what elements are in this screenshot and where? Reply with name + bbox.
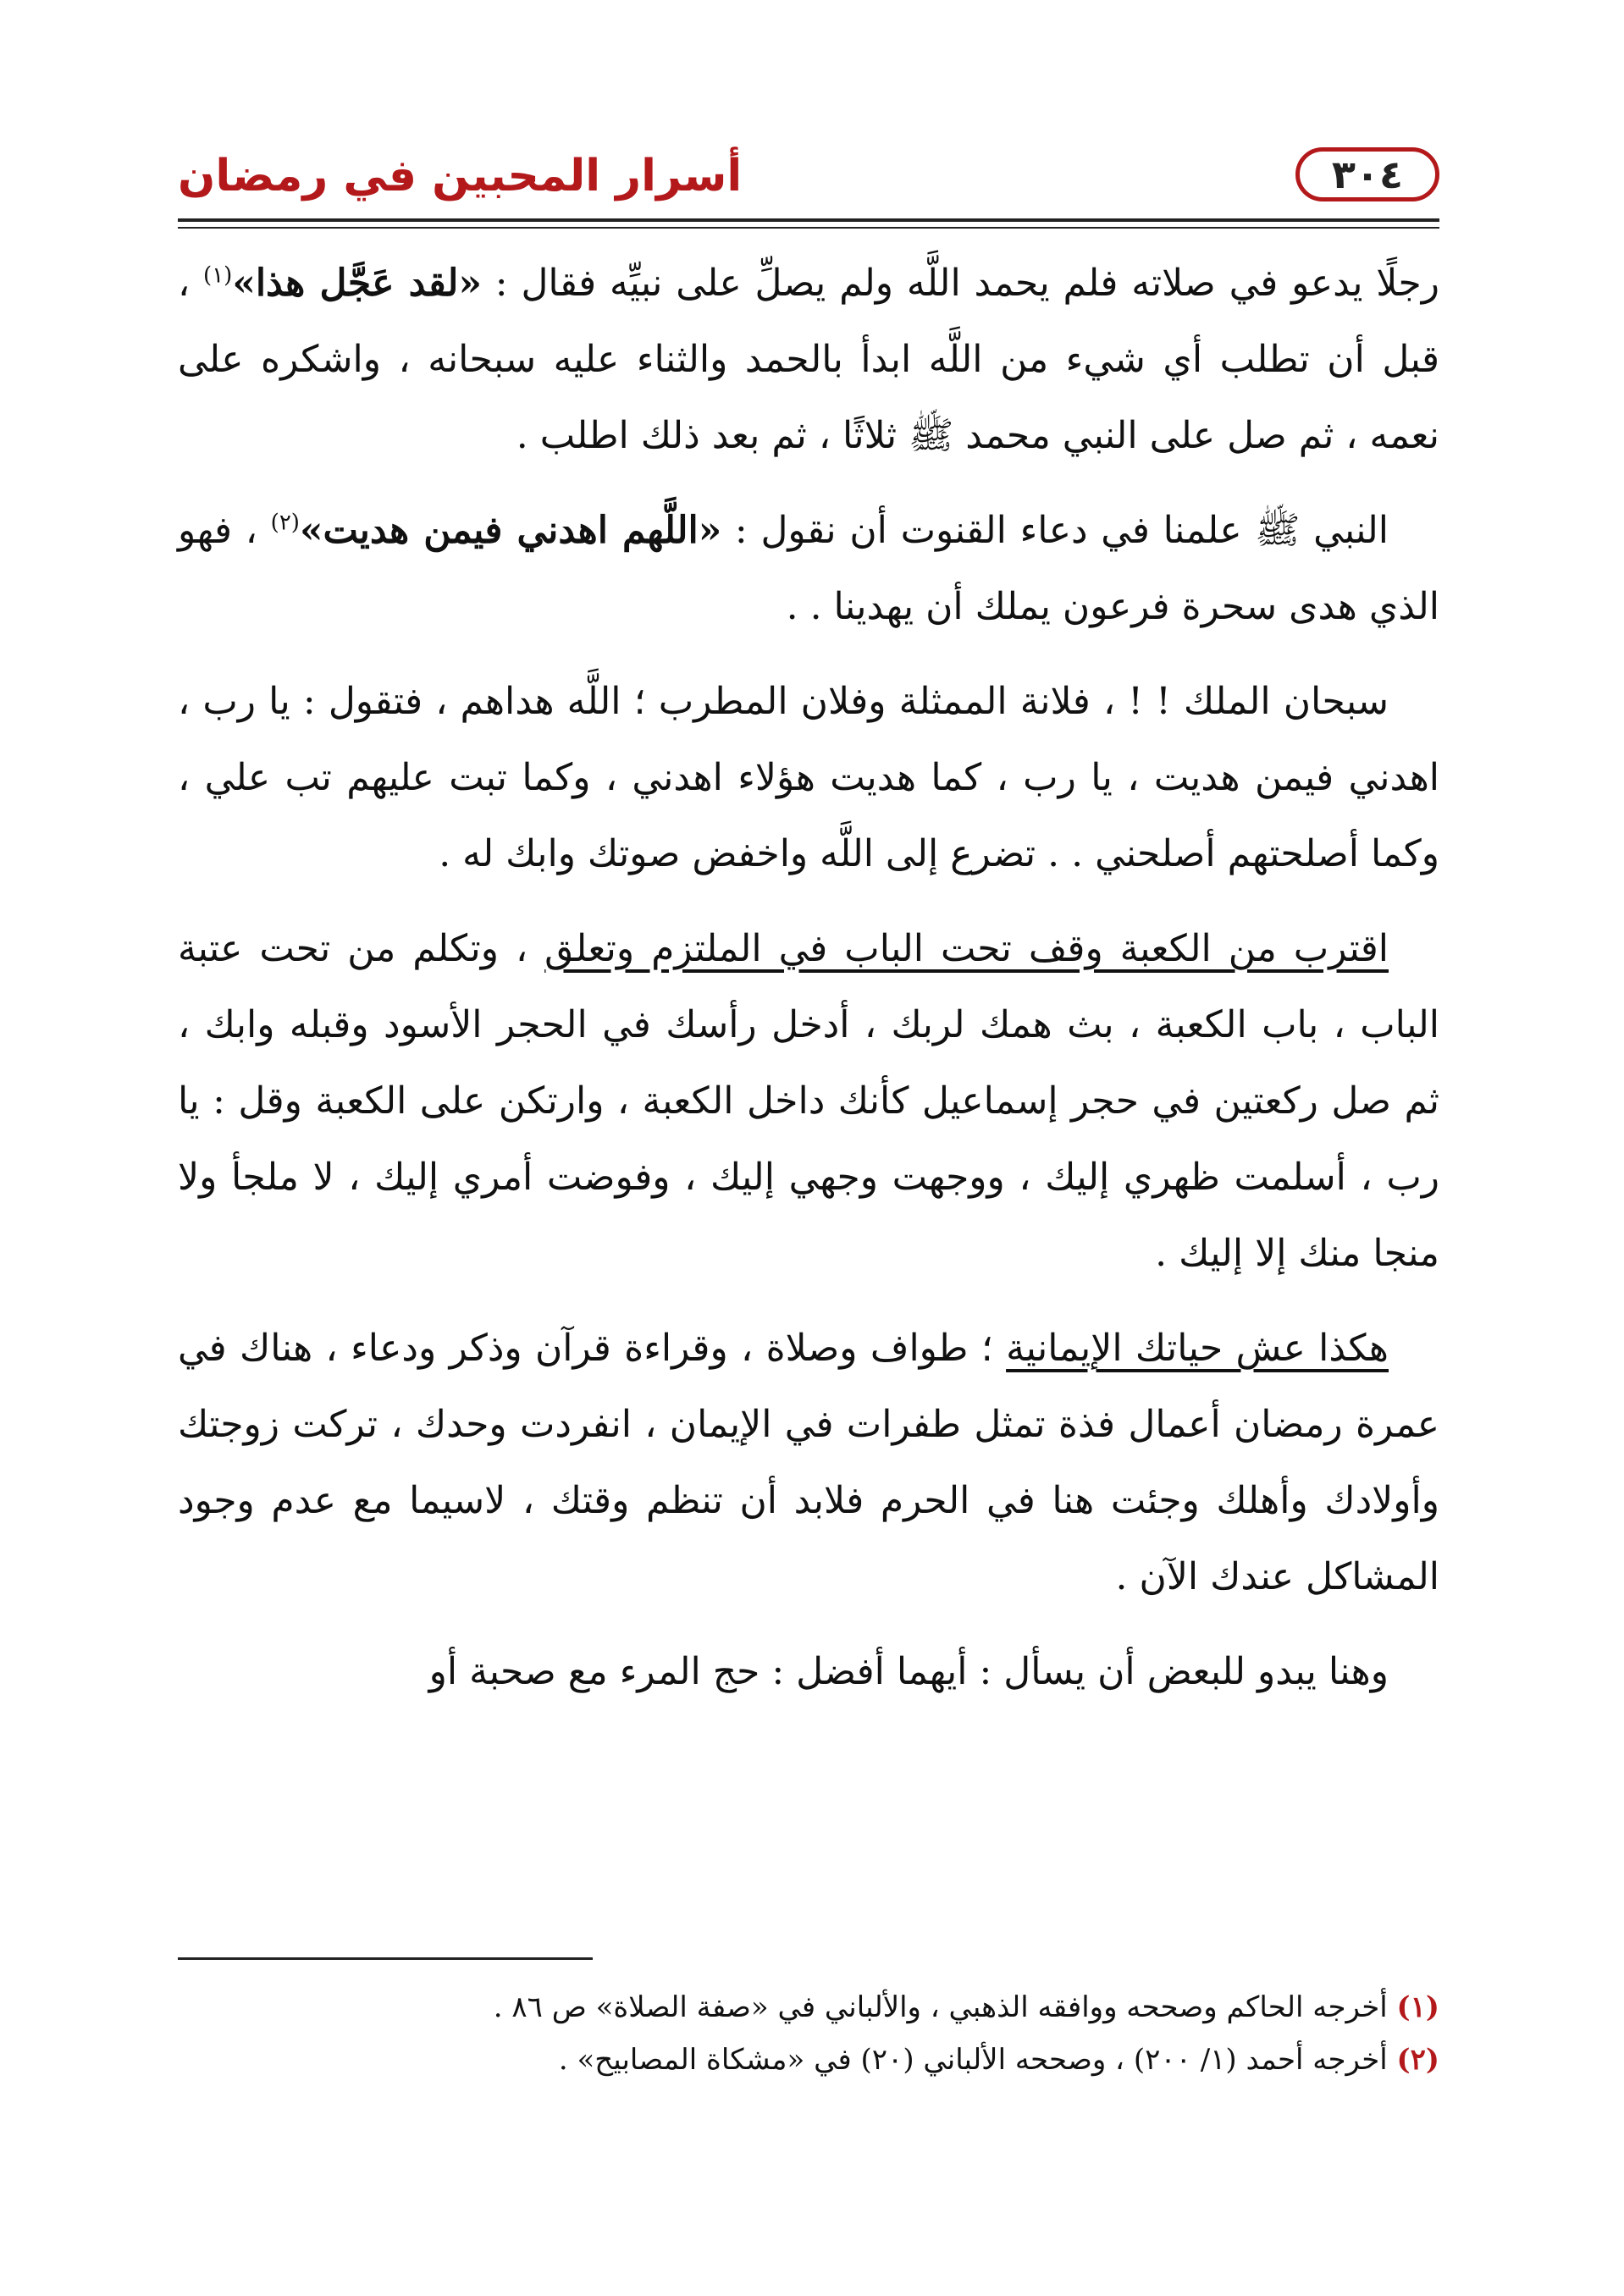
footnote-reference: (١): [203, 262, 233, 289]
paragraph: [178, 493, 1439, 645]
footnote-reference: (٢): [270, 510, 300, 536]
text-run: ، فهو الذي هدى سحرة فرعون يملك أن يهدينا . .: [178, 509, 1439, 628]
text-run: ، قبل أن تطلب أي شيء من اللَّه ابدأ بالحمد والثناء عليه سبحانه ، واشكره على نعمه ، ثم صل على النبي محمد ﷺ ثلاثًا ، ثم بعد ذلك اطلب .: [178, 262, 1439, 457]
text-run: وهنا يبدو للبعض أن يسأل : أيهما أفضل : حج المرء مع صحبة أو: [428, 1650, 1389, 1693]
paragraph: [178, 1634, 1439, 1710]
page-number: ٣٠٤: [1295, 147, 1439, 201]
header-rule-thin: [178, 227, 1439, 229]
quoted-hadith: «لقد عَجَّل هذا»: [232, 262, 482, 305]
page-header: [178, 144, 1439, 212]
underlined-text: هكذا عش حياتك الإيمانية: [1006, 1327, 1389, 1370]
text-run: ، وتكلم من تحت عتبة الباب ، باب الكعبة ، بث همك لربك ، أدخل رأسك في الحجر الأسود وقبله وابك ، ثم صل ركعتين في حجر إسماعيل كأنك داخل الكعبة ، وارتكن على الكعبة وقل : يا رب ، أسلمت ظهري إليك ، ووجهت وجهي إليك ، وفوضت أمري إليك ، لا ملجأ ولا منجا منك إلا إليك .: [178, 927, 1439, 1275]
footnote-text: أخرجه الحاكم وصححه ووافقه الذهبي ، والألباني في «صفة الصلاة» ص ٨٦ .: [493, 1990, 1397, 2024]
text-run: سبحان الملك ! ! ، فلانة الممثلة وفلان المطرب ؛ اللَّه هداهم ، فتقول : يا رب ، اهدني فيمن هديت ، يا رب ، كما هديت هؤلاء اهدني ، وكما تبت عليهم تب علي ، وكما أصلحتهم أصلحني . . تضرع إلى اللَّه واخفض صوتك وابك له .: [178, 680, 1439, 875]
paragraph: [178, 246, 1439, 474]
book-title: أسرار المحبين في رمضان: [178, 151, 743, 201]
paragraph: [178, 1311, 1439, 1615]
footnote: [178, 2034, 1439, 2086]
footnote-text: أخرجه أحمد (١/ ٢٠٠) ، وصححه الألباني (٢٠) في «مشكاة المصابيح» .: [558, 2043, 1397, 2077]
footnote-mark: (١): [1396, 1990, 1439, 2024]
footnote: [178, 1981, 1439, 2034]
text-run: ؛ طواف وصلاة ، وقراءة قرآن وذكر ودعاء ، هناك في عمرة رمضان أعمال فذة تمثل طفرات في الإيمان ، انفردت وحدك ، تركت زوجتك وأولادك وأهلك وجئت هنا في الحرم فلابد أن تنظم وقتك ، لاسيما مع عدم وجود المشاكل عندك الآن .: [178, 1327, 1439, 1598]
footnote-mark: (٢): [1396, 2043, 1439, 2077]
footnotes: [178, 1981, 1439, 2086]
text-run: النبي ﷺ علمنا في دعاء القنوت أن نقول :: [721, 509, 1389, 552]
text-run: رجلًا يدعو في صلاته فلم يحمد اللَّه ولم يصلِّ على نبيِّه فقال :: [481, 262, 1439, 305]
underlined-text: اقترب من الكعبة وقف تحت الباب في الملتزم وتعلق: [544, 927, 1389, 970]
header-rule: [178, 218, 1439, 222]
paragraph: [178, 664, 1439, 892]
paragraph: [178, 911, 1439, 1292]
body-text: [178, 246, 1439, 1729]
quoted-hadith: «اللَّهم اهدني فيمن هديت»: [299, 509, 722, 552]
footnote-rule: [178, 1957, 593, 1960]
